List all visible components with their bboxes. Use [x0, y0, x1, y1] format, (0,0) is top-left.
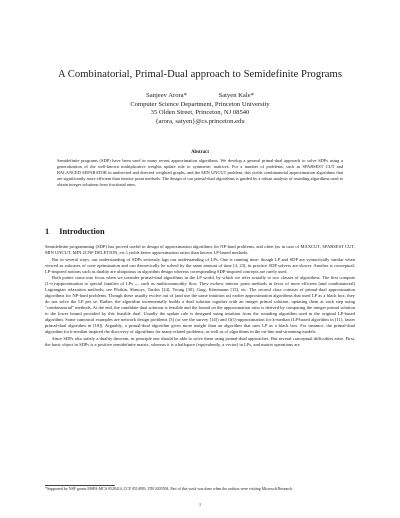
affiliation-line: 35 Olden Street, Princeton, NJ 08540: [150, 109, 250, 116]
footnote: *Supported by NSF grants MSPA-MCS 0528414, CCF 0514993, ITR 0205594. Part of this work was done when the authors were visiting Microsoft Research.: [45, 487, 294, 491]
affiliation-line: Computer Science Department, Princeton University: [130, 100, 270, 108]
page-number: 1: [198, 502, 202, 507]
author-emails: {arora, satyen}@cs.princeton.edu: [155, 117, 245, 125]
footnote-rule: [45, 485, 115, 486]
body-text: [45, 244, 355, 348]
section-title: Introduction: [59, 227, 105, 236]
paper-title: A Combinatorial, Primal-Dual approach to Semidefinite Programs: [57, 69, 343, 80]
body-paragraph: Both points come into focus when we consider primal-dual algorithms in the LP world, by which we refer actually to two classes of algorithms. The first compute (1+ε)-approximation to special families of LPs — such as multicommodity flow. They eschew interior point methods in favor of more efficient (and combinatorial) Lagrangian relaxation methods; see Plotkin, Shmoys, Tardos [24], Young [30], Garg, Könemann [13], etc. The second class consists of primal-dual approximation algorithms for NP-hard problems. Though these usually evolve out of (and use the same intuition as) earlier approximation algorithms that used LP as a black box, they do not solve the LP per se. Rather, the algorithm incrementally builds a dual solution together with an integer primal solution, updating them at each step using "combinatorial" methods. At the end, the candidate dual solution is feasible and the bound on the approximation ratio is derived by computing the integer primal solution to the lower bound provided by this feasible dual. Usually the update rule is designed using intuition from the rounding algorithm used in the original LP-based algorithm. Some canonical examples are network design problems [3] (or see the survey [14]) and O(1)-approximation for k-median (LP-based algorithm in [11], faster primal-dual algorithm in [18]). Arguably, a primal-dual algorithm gives more insight than an algorithm that uses LP as a black box. For instance, the primal-dual algorithm for k-median inspired the discovery of algorithms for many related problems, as well as of algorithms in the on-line and streaming models.: [45, 275, 355, 334]
author-name: Sanjeev Arora*: [146, 92, 187, 99]
body-paragraph: Since SDPs also satisfy a duality theorem, in principle one should be able to solve them using primal-dual approaches. But several conceptual difficulties arise. First, the basic object in SDPs is a positive semidefinite matrix, whereas it is a halfspace (equivalently, a vector) in LPs, and matrix operations are: [45, 335, 355, 347]
abstract-text: Semidefinite programs (SDP) have been used in many recent approximation algorithms. We develop a general primal-dual approach to solve SDPs using a generalization of the well-known multiplicative weights update rule to symmetric matrices. For a number of problems, such as SPARSEST CUT and BALANCED SEPARATOR in undirected and directed weighted graphs, and the MIN UNCUT problem, this yields combinatorial approximation algorithms that are significantly more efficient than interior point methods. The design of our primal-dual algorithms is guided by a robust analysis of rounding algorithms used to obtain integer solutions from fractional ones.: [57, 158, 343, 187]
body-paragraph: Semidefinite programming (SDP) has proved useful in design of approximation algorithms for NP-hard problems, and often (as in case of MAXCUT, SPARSEST CUT, MIN UNCUT, MIN 2CNF DELETION, etc.) yields better approximation ratios than known LP-based methods.: [45, 244, 355, 255]
author-block: [0, 92, 400, 126]
author-names: [0, 92, 400, 101]
body-paragraph: But in several ways, our understanding of SDPs seriously lags our understanding of LPs. One is running time: though LP and SDP are syntactically similar when viewed as subcases of cone optimization and can theoretically be solved by the same amount of time [4, 23], in practice SDP solvers are slower. Another is conceptual: LP-inspired notions such as duality are ubiquitous in algorithm design whereas corresponding SDP-inspired concepts are rarely used.: [45, 256, 355, 274]
section-heading: [45, 227, 105, 237]
abstract-heading: Abstract: [191, 150, 209, 155]
author-name: Satyen Kale*: [218, 92, 254, 99]
section-number: 1: [45, 227, 50, 236]
